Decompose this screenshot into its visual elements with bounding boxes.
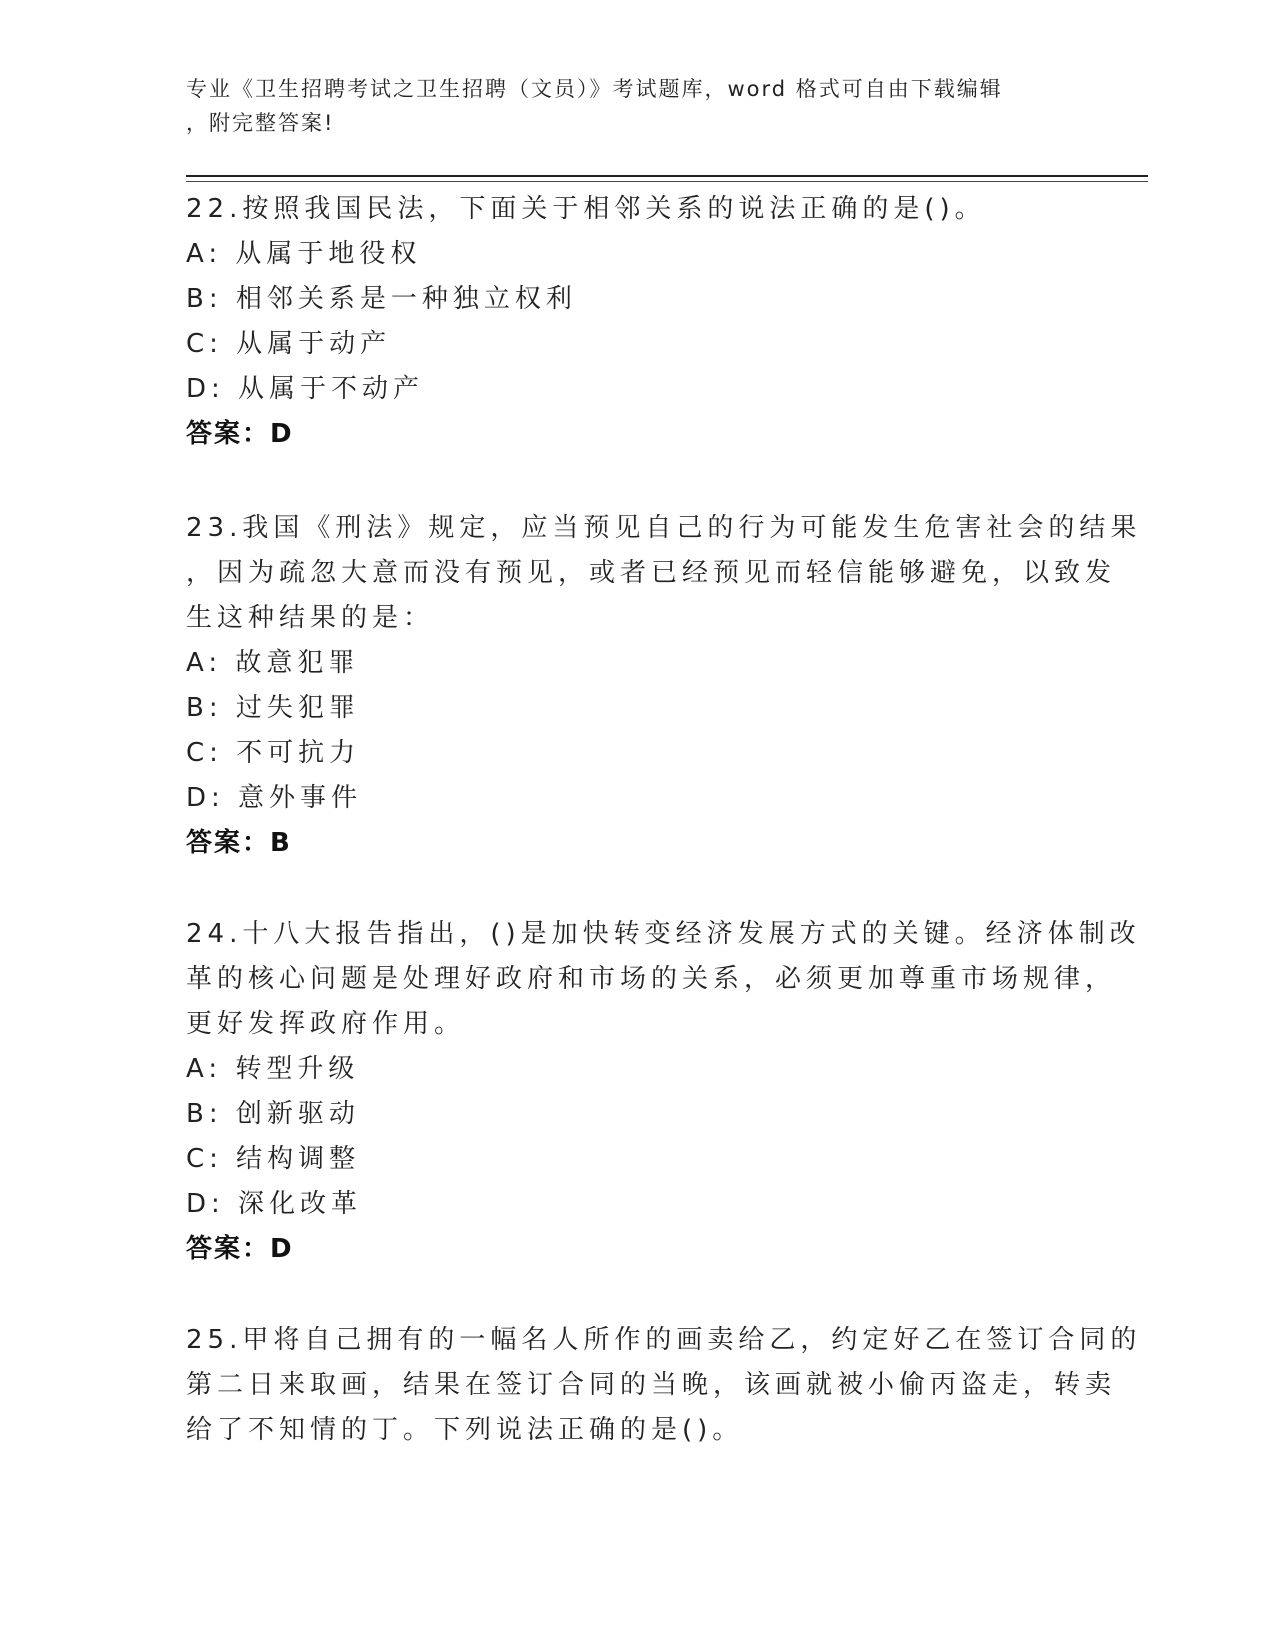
option-b: B: 相邻关系是一种独立权利 [186, 284, 577, 314]
question-23 [186, 506, 1142, 866]
question-25 [186, 1318, 1142, 1453]
question-text-line-3: 生这种结果的是： [186, 603, 435, 633]
option-c: C: 不可抗力 [186, 738, 361, 768]
question-text-line-1: 25.甲将自己拥有的一幅名人所作的画卖给乙，约定好乙在签订合同的 [186, 1325, 1142, 1355]
header-divider-thick [186, 175, 1148, 177]
question-text-line-2: 革的核心问题是处理好政府和市场的关系，必须更加尊重市场规律， [186, 964, 1117, 994]
header-divider-thin [186, 181, 1148, 182]
question-text: 22.按照我国民法，下面关于相邻关系的说法正确的是()。 [186, 194, 986, 224]
option-d: D: 从属于不动产 [186, 374, 425, 404]
answer: 答案：D [186, 419, 294, 449]
option-b: B: 创新驱动 [186, 1099, 360, 1129]
option-d: D: 深化改革 [186, 1189, 363, 1219]
option-c: C: 从属于动产 [186, 329, 392, 359]
question-text-line-1: 23.我国《刑法》规定，应当预见自己的行为可能发生危害社会的结果 [186, 513, 1142, 543]
option-c: C: 结构调整 [186, 1144, 361, 1174]
option-a: A: 故意犯罪 [186, 648, 360, 678]
question-24 [186, 912, 1141, 1272]
question-text-line-3: 给了不知情的丁。下列说法正确的是()。 [186, 1415, 744, 1445]
document-header [186, 72, 1066, 140]
option-d: D: 意外事件 [186, 783, 363, 813]
question-text-line-2: 第二日来取画，结果在签订合同的当晚，该画就被小偷丙盗走，转卖 [186, 1370, 1117, 1400]
answer: 答案：D [186, 1234, 294, 1264]
question-text-line-1: 24.十八大报告指出，()是加快转变经济发展方式的关键。经济体制改 [186, 919, 1141, 949]
option-b: B: 过失犯罪 [186, 693, 360, 723]
option-a: A: 转型升级 [186, 1054, 360, 1084]
option-a: A: 从属于地役权 [186, 239, 422, 269]
answer: 答案：B [186, 828, 292, 858]
question-22 [186, 187, 1066, 457]
header-line-2: ，附完整答案! [186, 111, 335, 135]
header-line-1: 专业《卫生招聘考试之卫生招聘（文员）》考试题库，word 格式可自由下载编辑 [186, 77, 1003, 101]
question-text-line-3: 更好发挥政府作用。 [186, 1009, 466, 1039]
question-text-line-2: ，因为疏忽大意而没有预见，或者已经预见而轻信能够避免，以致发 [186, 558, 1117, 588]
